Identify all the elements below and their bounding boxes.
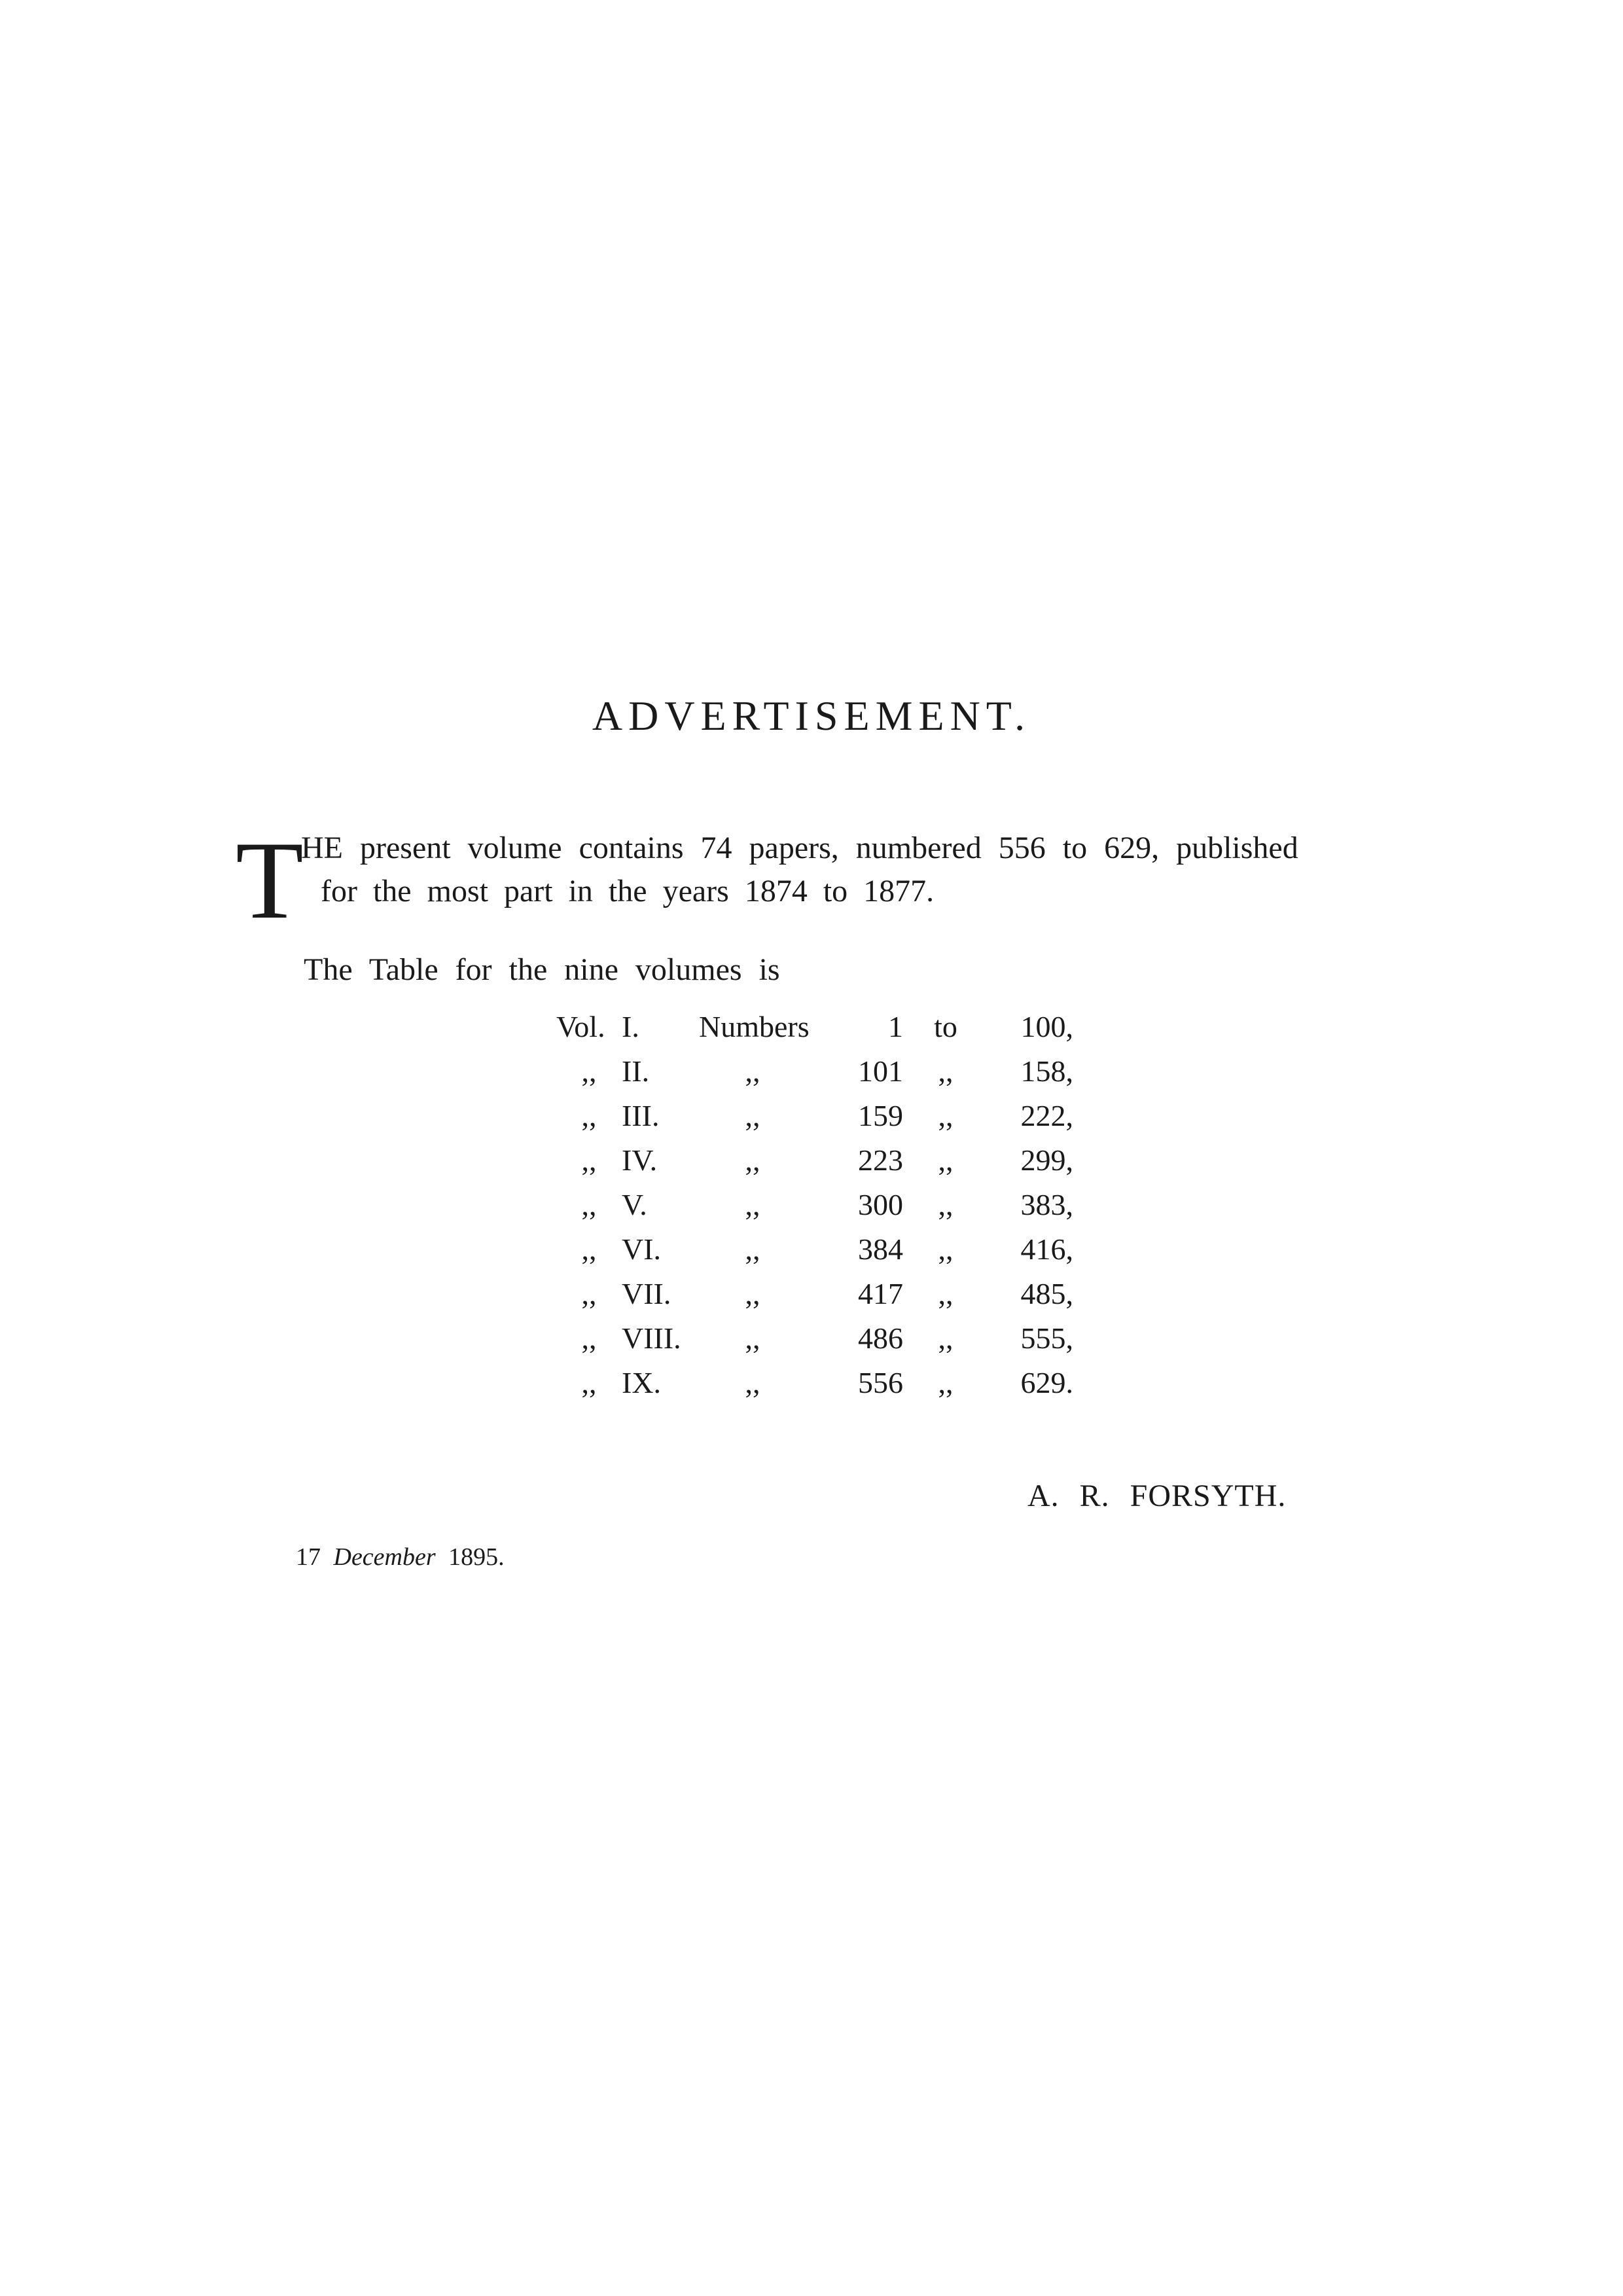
volume-number: IX.: [622, 1366, 662, 1399]
volume-numbers-label: ,,: [745, 1143, 760, 1177]
volume-range-end: 555,: [1020, 1321, 1073, 1355]
volume-range-start: 417: [858, 1277, 903, 1310]
volume-range-start: 101: [858, 1054, 903, 1088]
volume-number: II.: [622, 1054, 650, 1088]
date-month: December: [333, 1543, 436, 1571]
volume-number: V.: [622, 1188, 647, 1221]
volume-range-sep: ,,: [938, 1054, 954, 1088]
volume-numbers-label: ,,: [745, 1099, 760, 1132]
volume-range-end: 299,: [1020, 1143, 1073, 1177]
volume-range-end: 222,: [1020, 1099, 1073, 1132]
volume-range-start: 300: [858, 1188, 903, 1221]
volume-range-end: 485,: [1020, 1277, 1073, 1310]
volume-range-end: 629.: [1020, 1366, 1073, 1399]
volume-number: IV.: [622, 1143, 658, 1177]
volume-number: VII.: [622, 1277, 671, 1310]
volume-prefix: ,,: [581, 1277, 597, 1310]
volume-numbers-label: ,,: [745, 1232, 760, 1266]
signature: A. R. FORSYTH.: [1027, 1479, 1287, 1513]
volume-number: VI.: [622, 1232, 662, 1266]
volume-range-sep: ,,: [938, 1143, 954, 1177]
volume-range-end: 100,: [1020, 1010, 1073, 1043]
volume-range-sep: ,,: [938, 1277, 954, 1310]
intro-line-2: for the most part in the years 1874 to 1877.: [321, 874, 935, 908]
intro-line-1: HE present volume contains 74 papers, numbered 556 to 629, published: [301, 831, 1298, 865]
volume-number: III.: [622, 1099, 660, 1132]
date-line: [296, 1545, 505, 1570]
volume-range-end: 383,: [1020, 1188, 1073, 1221]
volume-numbers-label: ,,: [745, 1366, 760, 1399]
volume-range-sep: ,,: [938, 1321, 954, 1355]
volume-range-start: 223: [858, 1143, 903, 1177]
volume-range-start: 159: [858, 1099, 903, 1132]
volume-range-sep: ,,: [938, 1188, 954, 1221]
volume-numbers-label: Numbers: [699, 1010, 810, 1043]
volume-number: I.: [622, 1010, 639, 1043]
volume-range-start: 384: [858, 1232, 903, 1266]
volume-prefix: ,,: [581, 1099, 597, 1132]
volume-prefix: ,,: [581, 1188, 597, 1221]
volume-range-start: 556: [858, 1366, 903, 1399]
volume-range-sep: ,,: [938, 1366, 954, 1399]
volume-prefix: Vol.: [556, 1010, 605, 1043]
volume-prefix: ,,: [581, 1054, 597, 1088]
date-day: 17: [296, 1543, 321, 1571]
volume-range-start: 486: [858, 1321, 903, 1355]
volume-numbers-label: ,,: [745, 1054, 760, 1088]
page-title: ADVERTISEMENT.: [592, 692, 1031, 739]
volume-prefix: ,,: [581, 1232, 597, 1266]
volume-numbers-label: ,,: [745, 1188, 760, 1221]
volume-range-end: 158,: [1020, 1054, 1073, 1088]
drop-cap: T: [236, 819, 304, 942]
volume-range-end: 416,: [1020, 1232, 1073, 1266]
volume-range-sep: ,,: [938, 1232, 954, 1266]
table-intro: The Table for the nine volumes is: [304, 952, 780, 987]
volume-prefix: ,,: [581, 1143, 597, 1177]
volume-prefix: ,,: [581, 1321, 597, 1355]
volume-number: VIII.: [622, 1321, 681, 1355]
volume-numbers-label: ,,: [745, 1321, 760, 1355]
volume-range-start: 1: [888, 1010, 903, 1043]
volume-range-sep: ,,: [938, 1099, 954, 1132]
date-year: 1895.: [448, 1543, 505, 1571]
volume-prefix: ,,: [581, 1366, 597, 1399]
volume-range-sep: to: [934, 1010, 957, 1043]
volume-numbers-label: ,,: [745, 1277, 760, 1310]
